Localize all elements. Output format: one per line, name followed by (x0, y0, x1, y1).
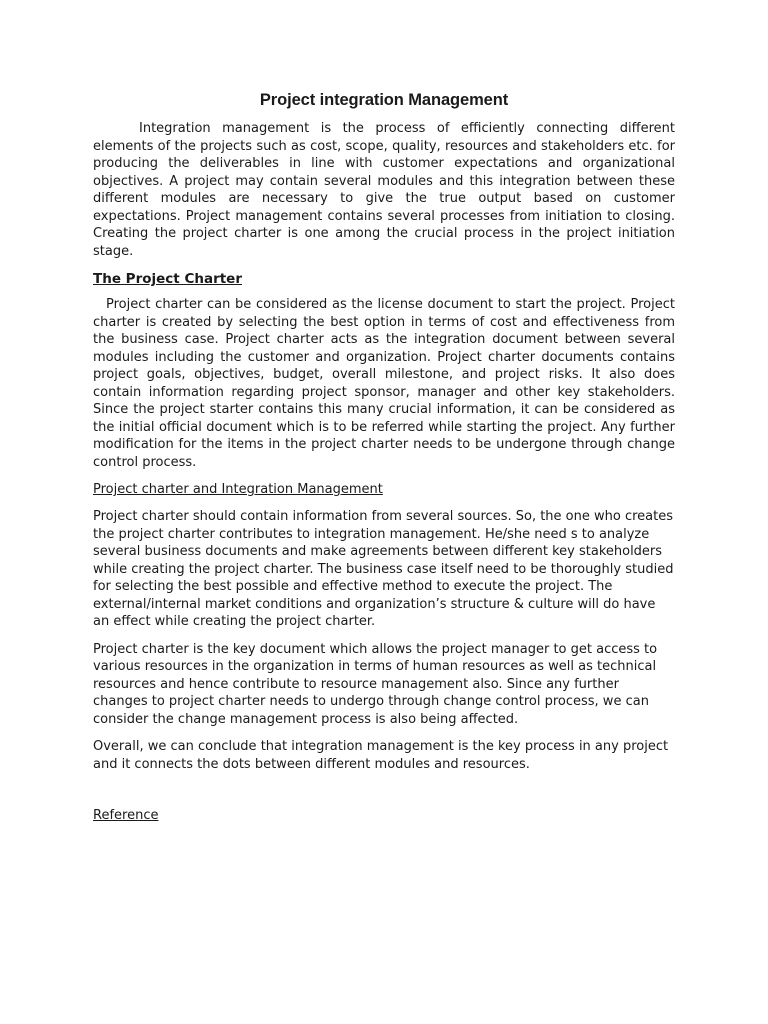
project-charter-paragraph: Project charter can be considered as the license document to start the project. Project charter is created by selecting the best option in terms of cost and effectiveness from the business case. Project charter acts as the integration document between several modules including the customer and organization. Project charter documents contains project goals, objectives, budget, overall milestone, and project risks. It also does contain information regarding project sponsor, manager and other key stakeholders. Since the project starter contains this many crucial information, it can be considered as the initial official document which is to be referred while starting the project. Any further modification for the items in the project charter needs to be undergone through change control process. (93, 297, 675, 470)
section-heading-project-charter: The Project Charter (93, 271, 242, 287)
intro-paragraph: Integration management is the process of efficiently connecting different elements of the projects such as cost, scope, quality, resources and stakeholders etc. for producing the deliverables in line with customer expectations and organizational objectives. A project may contain several modules and this integration between these different modules are necessary to give the true output based on customer expectations. Project management contains several processes from initiation to closing. Creating the project charter is one among the crucial process in the project initiation stage. (93, 121, 675, 259)
charter-integration-paragraph-2: Project charter is the key document which allows the project manager to get access to various resources in the organization in terms of human resources as well as technical resources and hence contribute to resource management also. Since any further changes to project charter needs to undergo through change control process, we can consider the change management process is also being affected. (93, 641, 658, 727)
document-title: Project integration Management (259, 91, 509, 109)
reference-heading: Reference (93, 808, 159, 823)
section-heading-charter-integration: Project charter and Integration Management (93, 482, 383, 497)
charter-integration-paragraph-1: Project charter should contain information from several sources. So, the one who creates the project charter contributes to integration management. He/she need s to analyze several business documents and make agreements between different key stakeholders while creating the project charter. The business case itself need to be thoroughly studied for selecting the best possible and effective method to execute the project. The external/internal market conditions and organization’s structure & culture will do have an effect while creating the project charter. (93, 509, 674, 629)
conclusion-paragraph: Overall, we can conclude that integration management is the key process in any project and it connects the dots between different modules and resources. (93, 739, 669, 772)
document-page (93, 84, 675, 825)
